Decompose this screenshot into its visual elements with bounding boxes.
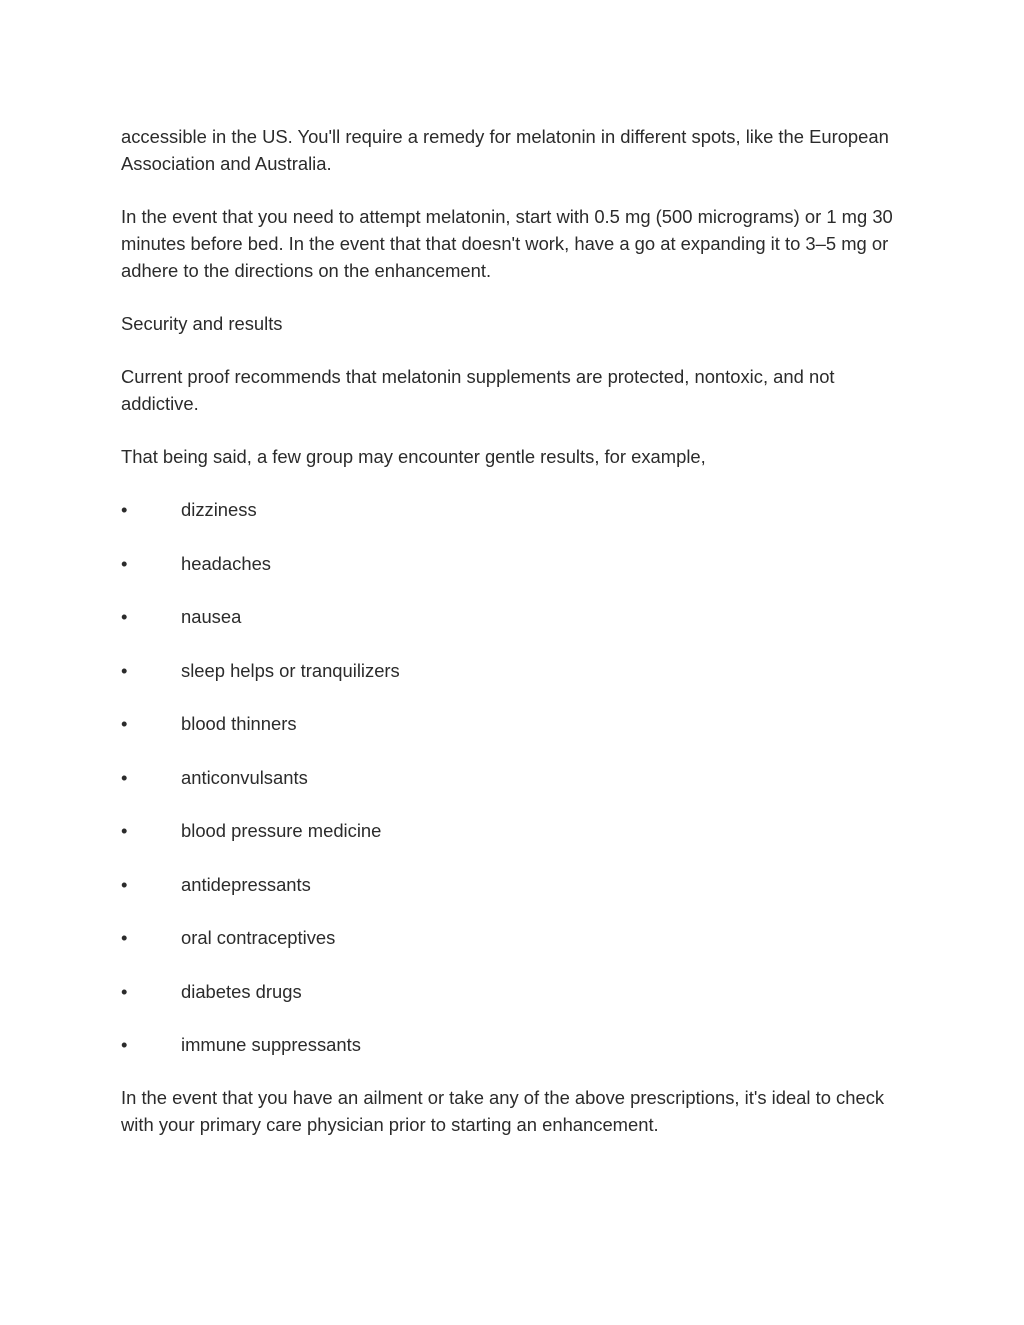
paragraph-consult-physician: In the event that you have an ailment or take any of the above prescriptions, it's ideal to check with your primary care physician prior to starting an enhancement. (121, 1087, 885, 1135)
list-item-text: sleep helps or tranquilizers (181, 659, 400, 681)
document-body (121, 123, 911, 1164)
list-item (121, 496, 911, 523)
bullet-icon: • (121, 659, 128, 681)
list-item (121, 978, 911, 1005)
bullet-icon: • (121, 873, 128, 895)
bullet-icon: • (121, 820, 128, 841)
list-item-text: headaches (181, 552, 271, 574)
paragraph-side-effects-intro: That being said, a few group may encounter gentle results, for example, (121, 446, 706, 467)
list-item-text: oral contraceptives (181, 927, 336, 948)
list-item (121, 871, 911, 898)
list-item (121, 817, 911, 844)
list-item-text: antidepressants (181, 873, 311, 895)
bullet-icon: • (121, 766, 128, 788)
paragraph-availability: accessible in the US. You'll require a remedy for melatonin in different spots, like the European Association and Australia. (121, 126, 889, 174)
list-item-text: blood thinners (181, 713, 297, 734)
list-item (121, 603, 911, 630)
list-item-text: anticonvulsants (181, 766, 308, 788)
paragraph-dosage: In the event that you need to attempt melatonin, start with 0.5 mg (500 micrograms) or 1 mg 30 minutes before bed. In the event that that doesn't work, have a go at expanding it to 3–5 mg or adhere to the directions on the enhancement. (121, 206, 893, 281)
list-item-text: immune suppressants (181, 1034, 361, 1055)
list-item-text: nausea (181, 606, 242, 627)
bullet-icon: • (121, 1034, 128, 1055)
bullet-icon: • (121, 927, 128, 948)
bullet-icon: • (121, 713, 128, 734)
list-item (121, 924, 911, 951)
list-item (121, 1031, 911, 1058)
bullet-icon: • (121, 499, 128, 520)
bullet-icon: • (121, 552, 128, 574)
list-item (121, 764, 911, 791)
list-item (121, 657, 911, 684)
paragraph-safety: Current proof recommends that melatonin supplements are protected, nontoxic, and not addictive. (121, 366, 835, 414)
list-item-text: dizziness (181, 499, 257, 520)
section-heading-safety: Security and results (121, 313, 283, 334)
list-item (121, 710, 911, 737)
list-item-text: blood pressure medicine (181, 820, 382, 841)
side-effects-list (121, 496, 911, 1058)
bullet-icon: • (121, 606, 128, 627)
bullet-icon: • (121, 980, 128, 1002)
list-item (121, 550, 911, 577)
list-item-text: diabetes drugs (181, 980, 302, 1002)
